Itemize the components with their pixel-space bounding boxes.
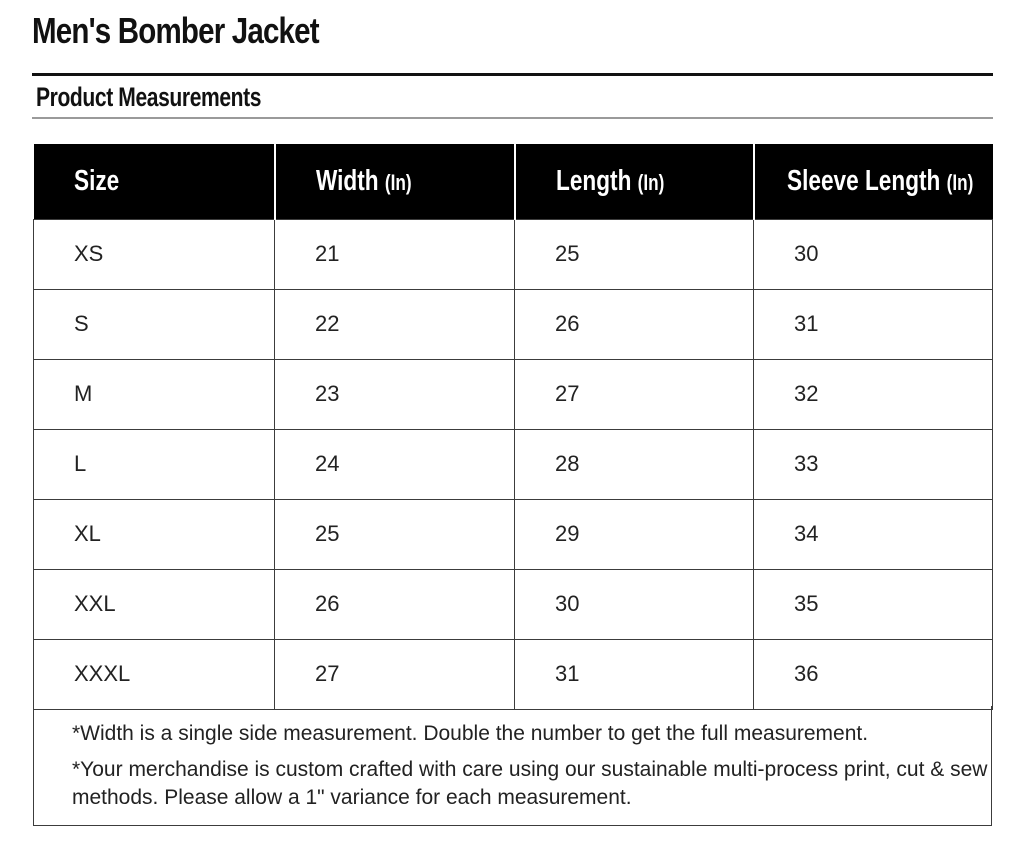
subtitle-divider [32, 117, 993, 119]
size-cell: S [34, 289, 275, 359]
sleeve-length-cell: 35 [754, 569, 993, 639]
measurement-notes [33, 706, 992, 826]
header-size [34, 144, 275, 219]
header-label: Size [73, 164, 119, 197]
width-cell: 25 [275, 499, 515, 569]
size-cell: M [34, 359, 275, 429]
header-unit: (In) [637, 169, 664, 195]
page-title: Men's Bomber Jacket [32, 10, 319, 51]
length-cell: 28 [515, 429, 754, 499]
length-cell: 27 [515, 359, 754, 429]
width-cell: 22 [275, 289, 515, 359]
sleeve-length-cell: 32 [754, 359, 993, 429]
table-row [34, 429, 993, 499]
table-row [34, 499, 993, 569]
table-header-row [34, 144, 993, 219]
header-unit: (In) [384, 169, 412, 195]
sleeve-length-cell: 34 [754, 499, 993, 569]
width-cell: 26 [275, 569, 515, 639]
header-label: Length [555, 164, 631, 197]
table-row [34, 359, 993, 429]
header-label: Sleeve Length [786, 164, 940, 197]
measurements-table [33, 144, 993, 710]
title-divider [32, 73, 993, 76]
sleeve-length-cell: 30 [754, 219, 993, 289]
width-cell: 23 [275, 359, 515, 429]
table-row [34, 569, 993, 639]
length-cell: 29 [515, 499, 754, 569]
size-cell: XXXL [34, 639, 275, 709]
size-cell: L [34, 429, 275, 499]
sleeve-length-cell: 36 [754, 639, 993, 709]
table-row [34, 639, 993, 709]
sleeve-length-cell: 33 [754, 429, 993, 499]
length-cell: 26 [515, 289, 754, 359]
length-cell: 31 [515, 639, 754, 709]
width-cell: 24 [275, 429, 515, 499]
table-row [34, 289, 993, 359]
width-cell: 21 [275, 219, 515, 289]
variance-note: *Your merchandise is custom crafted with care using our sustainable multi-process print, cut & sew methods. Please allow a 1" variance for each measurement. [72, 758, 988, 809]
header-label: Width [315, 164, 379, 197]
sleeve-length-cell: 31 [754, 289, 993, 359]
section-subtitle: Product Measurements [36, 82, 262, 112]
length-cell: 30 [515, 569, 754, 639]
header-sleeve-length [754, 144, 993, 219]
size-cell: XL [34, 499, 275, 569]
header-length [515, 144, 754, 219]
width-note: *Width is a single side measurement. Double the number to get the full measurement. [72, 722, 869, 745]
size-cell: XS [34, 219, 275, 289]
size-cell: XXL [34, 569, 275, 639]
header-unit: (In) [946, 169, 973, 195]
width-cell: 27 [275, 639, 515, 709]
header-width [275, 144, 515, 219]
table-row [34, 219, 993, 289]
length-cell: 25 [515, 219, 754, 289]
